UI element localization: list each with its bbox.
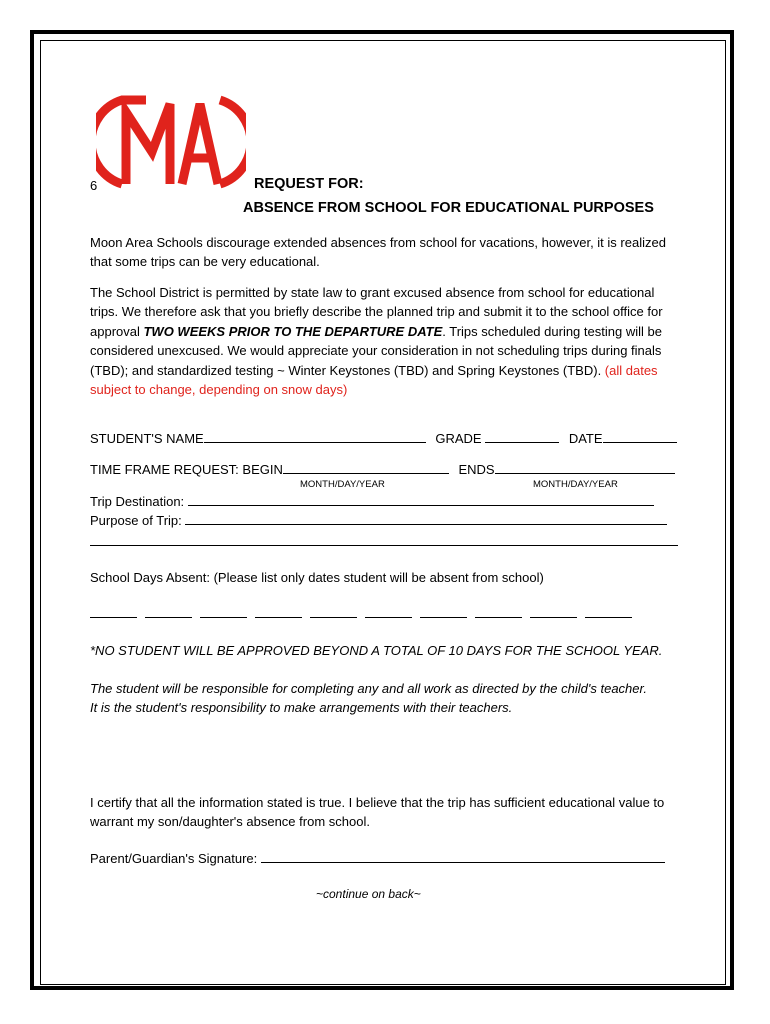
student-info-row bbox=[90, 429, 677, 448]
title-line-1: REQUEST FOR: bbox=[254, 176, 364, 192]
policy-emphasis: TWO WEEKS PRIOR TO THE DEPARTURE DATE bbox=[143, 323, 443, 339]
absent-date-field[interactable] bbox=[255, 605, 302, 618]
absent-date-field[interactable] bbox=[90, 605, 137, 618]
student-name-label: STUDENT'S NAME bbox=[90, 431, 204, 446]
absent-date-field[interactable] bbox=[585, 605, 632, 618]
student-name-field[interactable] bbox=[204, 430, 426, 443]
school-logo bbox=[96, 92, 246, 192]
continue-on-back: ~continue on back~ bbox=[316, 887, 421, 901]
purpose-row bbox=[90, 511, 667, 530]
absent-date-field[interactable] bbox=[145, 605, 192, 618]
purpose-label: Purpose of Trip: bbox=[90, 513, 182, 528]
absent-date-field[interactable] bbox=[475, 605, 522, 618]
time-frame-label: TIME FRAME REQUEST: BEGIN bbox=[90, 462, 283, 477]
trip-destination-field[interactable] bbox=[188, 493, 654, 506]
policy-text-2: . Trips scheduled during testing will be considered unexcused. We would appreciate your consideration in not scheduling trips during finals (TBD); and standardized testing ~ Winter Keystones (TBD) and Spring Keystones (TBD). bbox=[90, 323, 662, 378]
absent-date-field[interactable] bbox=[310, 605, 357, 618]
absent-date-field[interactable] bbox=[200, 605, 247, 618]
absent-date-field[interactable] bbox=[365, 605, 412, 618]
signature-row bbox=[90, 849, 665, 868]
date-label: DATE bbox=[568, 431, 603, 446]
policy-paragraph bbox=[90, 283, 680, 399]
ends-caption: MONTH/DAY/YEAR bbox=[533, 479, 618, 490]
ends-label: ENDS bbox=[458, 462, 495, 477]
signature-label: Parent/Guardian's Signature: bbox=[90, 851, 258, 866]
trip-destination-row bbox=[90, 492, 654, 511]
absent-dates-row bbox=[90, 605, 640, 623]
max-days-notice: *NO STUDENT WILL BE APPROVED BEYOND A TOTAL OF 10 DAYS FOR THE SCHOOL YEAR. bbox=[90, 643, 663, 658]
snow-days-note: (all dates subject to change, depending on snow days) bbox=[90, 362, 658, 398]
page-number: 6 bbox=[90, 178, 98, 193]
policy-text-1: The School District is permitted by state law to grant excused absence from school for educational trips. We therefore ask that you briefly describe the planned trip and submit it to the school office for approval bbox=[90, 285, 663, 339]
absent-date-field[interactable] bbox=[530, 605, 577, 618]
absent-date-field[interactable] bbox=[420, 605, 467, 618]
begin-caption: MONTH/DAY/YEAR bbox=[300, 479, 385, 490]
end-date-field[interactable] bbox=[495, 461, 675, 474]
certification-text: I certify that all the information stated is true. I believe that the trip has sufficient educational value to warrant my son/daughter's absence from school. bbox=[90, 795, 665, 830]
grade-label: GRADE bbox=[435, 431, 482, 446]
signature-field[interactable] bbox=[261, 850, 665, 863]
purpose-field-continued[interactable] bbox=[90, 533, 678, 546]
begin-date-field[interactable] bbox=[283, 461, 449, 474]
purpose-field[interactable] bbox=[185, 512, 667, 525]
title-line-2: ABSENCE FROM SCHOOL FOR EDUCATIONAL PURPOSES bbox=[243, 200, 654, 216]
trip-destination-label: Trip Destination: bbox=[90, 494, 185, 509]
intro-paragraph: Moon Area Schools discourage extended absences from school for vacations, however, it is realized that some trips can be very educational. bbox=[90, 235, 666, 270]
grade-field[interactable] bbox=[485, 430, 559, 443]
responsibility-text: The student will be responsible for completing any and all work as directed by the child's teacher. It is the student's responsibility to make arrangements with their teachers. bbox=[90, 681, 647, 716]
date-field[interactable] bbox=[603, 430, 677, 443]
school-days-absent-label: School Days Absent: (Please list only dates student will be absent from school) bbox=[90, 570, 544, 585]
time-frame-row bbox=[90, 460, 675, 479]
